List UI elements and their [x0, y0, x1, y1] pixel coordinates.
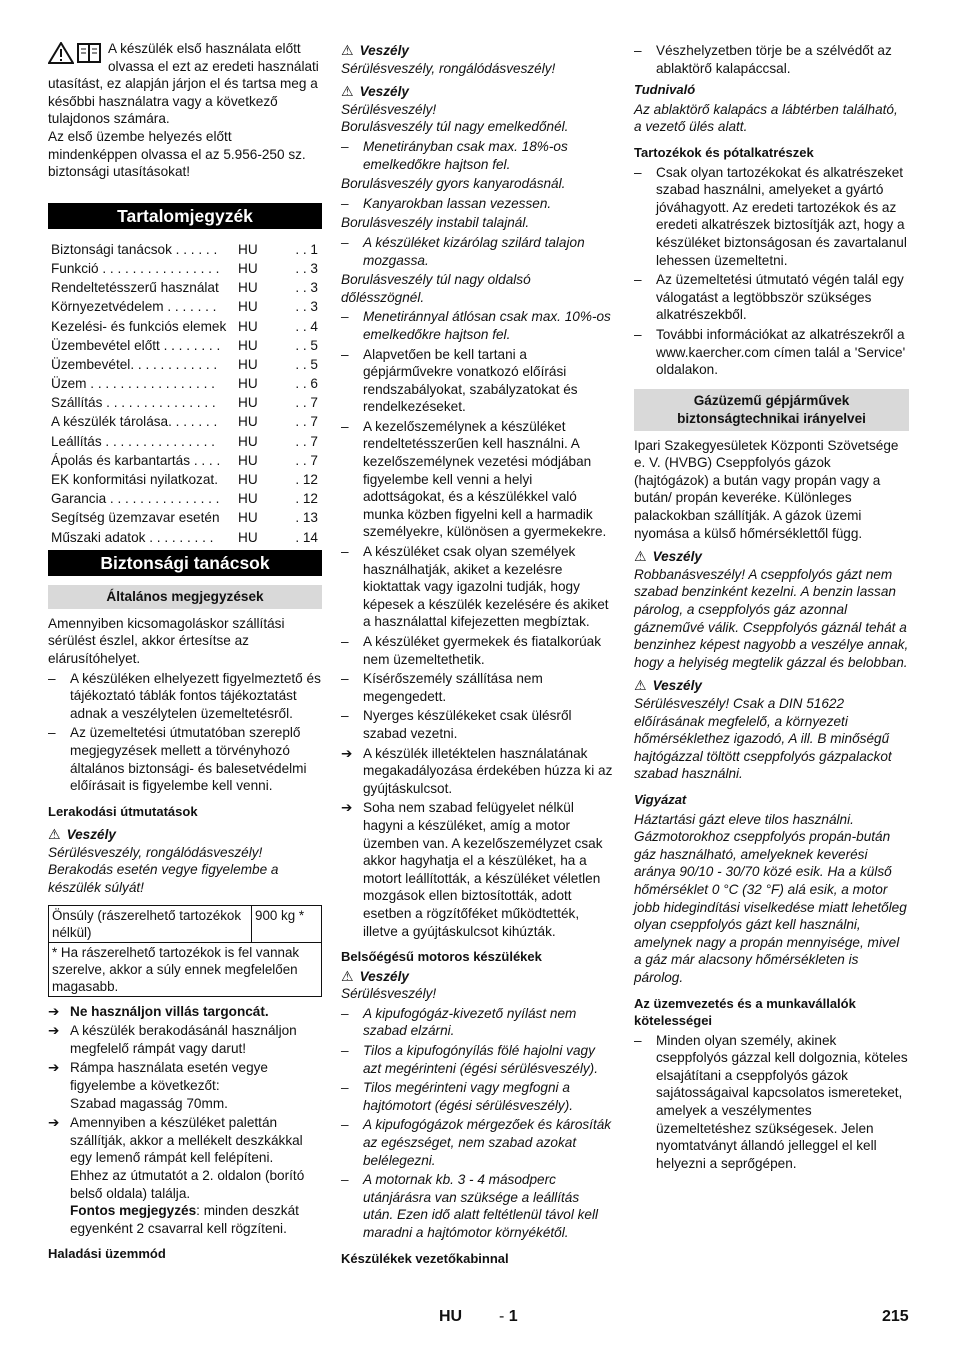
toc-row[interactable]: [48, 318, 322, 337]
general-notes-title: Általános megjegyzések: [48, 585, 322, 609]
toc-row[interactable]: [48, 356, 322, 375]
toc-row[interactable]: [48, 471, 322, 490]
toc-title: Garancia . . . . . . . . . . . . . . .: [51, 491, 220, 507]
toc-lang: HU: [238, 299, 258, 315]
toc-page: . . 3: [295, 299, 318, 315]
footer-language: HU: [439, 1308, 463, 1325]
warning-text: Sérülésveszély, rongálódásveszély!: [341, 60, 556, 76]
toc-title: Tartalomjegyzék: [48, 203, 322, 229]
toc-lang: HU: [238, 529, 258, 545]
toc-lang: HU: [238, 452, 258, 468]
unload-warning-2: Berakodás esetén vegye figyelembe a készülék súlyát!: [48, 862, 279, 896]
toc-lang: HU: [238, 472, 258, 487]
toc-row[interactable]: [48, 337, 322, 356]
toc-row[interactable]: [48, 260, 322, 279]
danger-label: ⚠ Veszély: [341, 83, 409, 100]
gas-guidelines-title: Gázüzemű gépjárművek biztonságtechnikai irányelvei: [634, 389, 909, 431]
danger-label: ⚠ Veszély: [341, 42, 409, 58]
column-right: [634, 40, 909, 1172]
toc-title: Funkció . . . . . . . . . . . . . . . .: [51, 260, 220, 276]
warning-triangle-icon: ⚠: [341, 42, 354, 58]
warning-triangle-icon: ⚠: [48, 826, 61, 843]
note-text: Az ablaktörő kalapács a lábtérben található, a vezető ülés alatt.: [634, 101, 898, 135]
toc-table: [48, 241, 322, 548]
toc-lang: HU: [238, 491, 258, 507]
gas-warning-2: Sérülésveszély! Csak a DIN 51622 előírásának megfelelő, a környezeti hőmérséklethez igazodó, A ill. B minőségű hajtógázzal töltött cseppfolyós gázpalackot szabad használni.: [634, 696, 892, 782]
list-item: – A készüléket kizárólag szilárd talajon mozgassa.: [341, 234, 585, 268]
arrow-item: ➔ Soha nem szabad felügyelet nélkül hagyni a készüléket, amíg a motor üzemben van. A kezelőszemélyzet csak akkor hagyhatja el a készüléket, ha a motort leállították, a készüléket véletlen mozgások ellen biztosították, adott esetben a rögzítőféket működtették, illetve a gyújtáskulcsot kihúzták.: [341, 800, 603, 939]
engine-title: Belsőégésű motoros készülékek: [341, 949, 542, 965]
toc-row[interactable]: [48, 529, 322, 548]
warning-and-manual-icons: [48, 42, 102, 64]
list-item: – Tilos megérinteni vagy megfogni a hajtómotort (égési sérülésveszély).: [341, 1080, 574, 1113]
footer-page: - 1: [499, 1308, 518, 1325]
safety-title: Biztonsági tanácsok: [48, 550, 322, 576]
toc-title: Biztonsági tanácsok . . . . . .: [51, 241, 218, 257]
toc-lang: HU: [238, 510, 258, 526]
arrow-right-icon: ➔: [341, 745, 353, 761]
column-middle: [341, 40, 613, 1269]
toc-title: Leállítás . . . . . . . . . . . . . . .: [51, 433, 215, 449]
toc-title: Ápolás és karbantartás . . . .: [51, 452, 221, 468]
warning-triangle-icon: [48, 42, 74, 64]
toc-row[interactable]: [48, 433, 322, 452]
danger-label: ⚠ Veszély: [48, 826, 116, 843]
list-item: – A készüléket csak olyan személyek használhatják, akiket a kezelésre kioktattak vagy igazolni tudják, hogy képesek a készülék kezelésére és akiket a használattal kifejezetten megbíztak.: [341, 544, 609, 630]
list-item: – A kipufogógázok mérgezőek és károsíták az egészséget, nem szabad azokat belélegezni.: [341, 1117, 612, 1168]
warning-triangle-icon: ⚠: [341, 83, 354, 100]
pallet-more-text: Ehhez az útmutatót a 2. oldalon (borító belső oldala) találja.: [70, 1168, 305, 1201]
arrow-item: ➔ A készülék berakodásánál használjon megfelelő rámpát vagy darut!: [48, 1023, 297, 1056]
toc-lang: HU: [238, 280, 258, 296]
list-item: – Az üzemeltetési útmutató végén talál egy válogatást a legtöbbször szükséges alkatrészekből.: [634, 272, 904, 323]
toc-page: . . 5: [295, 337, 318, 353]
toc-title: Szállítás . . . . . . . . . . . . . . .: [51, 395, 216, 411]
toc-title: A készülék tárolása. . . . . . .: [51, 414, 218, 430]
arrow-right-icon: ➔: [341, 800, 353, 816]
toc-row[interactable]: [48, 298, 322, 317]
toc-title: Segítség üzemzavar esetén: [51, 510, 220, 526]
cabin-title: Készülékek vezetőkabinnal: [341, 1250, 509, 1266]
list-item: – Tilos a kipufogónyílás fölé hajolni vagy azt megérinteni (égési sérülésveszély).: [341, 1043, 598, 1076]
toc-page: . . 7: [295, 395, 318, 411]
list-item: – Csak olyan tartozékokat és alkatrészeket szabad használni, amelyeket a gyártó jóváhagyott. Az eredeti tartozékok és az eredeti alkatrészek biztosítják azt, hogy a készüléket biztonságosan és zavartalanul lehessen üzemeltetni.: [634, 164, 907, 268]
arrow-right-icon: ➔: [48, 1060, 60, 1076]
danger-label: ⚠ Veszély: [341, 967, 409, 984]
toc-title: Üzem . . . . . . . . . . . . . . . . .: [51, 376, 215, 392]
toc-lang: HU: [238, 395, 258, 411]
list-item: – Kísérőszemély szállítása nem megengedett.: [341, 671, 543, 704]
warning-triangle-icon: ⚠: [634, 677, 647, 694]
toc-page: . 13: [295, 510, 318, 526]
toc-row[interactable]: [48, 241, 322, 260]
toc-page: . . 3: [295, 280, 318, 296]
warning-text: Borulásveszély túl nagy oldalsó dőlésszögnél.: [341, 272, 531, 305]
toc-row[interactable]: [48, 375, 322, 394]
toc-title: EK konformitási nyilatkozat.: [51, 472, 218, 487]
drive-mode-title: Haladási üzemmód: [48, 1246, 166, 1262]
intro-text: A készülék első használata előtt olvassa el ezt az eredeti használati utasítást, ez alapján járjon el és tartsa meg a későbbi használatra vagy a következő tulajdonos számára.: [48, 41, 319, 127]
list-item: – Nyerges készülékeket csak ülésről szabad vezetni.: [341, 708, 572, 741]
toc-lang: HU: [238, 241, 258, 257]
toc-page: . . 3: [295, 260, 318, 276]
toc-lang: HU: [238, 414, 258, 430]
column-left: [48, 40, 322, 1265]
toc-title: Műszaki adatok . . . . . . . . .: [51, 529, 214, 545]
weight-table: [48, 905, 322, 997]
toc-title: Rendeltetésszerű használat: [51, 280, 219, 296]
toc-lang: HU: [238, 260, 258, 276]
list-item: – A kipufogógáz-kivezető nyílást nem szabad elzárni.: [341, 1005, 577, 1039]
list-item: – Menetirányban csak max. 18%-os emelkedőkre hajtson fel.: [341, 138, 568, 172]
list-item: – Alapvetően be kell tartani a gépjárművekre vonatkozó előírási rendszabályokat, szabályzatokat és rendelkezéseket.: [341, 346, 578, 415]
warning-text: Borulásveszély túl nagy emelkedőnél.: [341, 119, 569, 135]
danger-label: ⚠ Veszély: [634, 548, 702, 565]
toc-page: . . 1: [295, 241, 318, 257]
toc-lang: HU: [238, 318, 258, 334]
toc-page: . . 7: [295, 414, 318, 430]
weight-label: Önsúly (rászerelhető tartozékok nélkül): [49, 905, 252, 942]
warning-triangle-icon: ⚠: [634, 548, 647, 565]
duties-title: Az üzemvezetés és a munkavállalók kötelességei: [634, 995, 856, 1029]
toc-page: . 12: [295, 472, 318, 487]
toc-page: . . 5: [295, 356, 318, 372]
toc-row[interactable]: [48, 279, 322, 298]
weight-note: * Ha rászerelhető tartozékok is fel vannak szerelve, akkor a súly ennek megfelelően magasabb.: [49, 942, 322, 996]
arrow-right-icon: ➔: [48, 1115, 60, 1131]
list-item: – Az üzemeltetési útmutatóban szereplő megjegyzések mellett a törvényhozó általános biztonsági- és balesetvédelmi előírásait is figyelembe kell venni.: [48, 725, 307, 794]
arrow-item: ➔ A készülék illetéktelen használatának megakadályozása érdekében húzza ki az gyújtáskulcsot.: [341, 745, 613, 796]
list-item: – A kezelőszemélynek a készüléket rendeltetésszerűen kell használni. A kezelőszemélynek vezetési módjában figyelembe kell venni a helyi adottságokat, és a készülékkel való munka közben figyelni kell a harmadik személyekre, különösen a gyermekekre.: [341, 418, 607, 540]
toc-title: Üzembevétel. . . . . . . . . . . .: [51, 356, 218, 372]
toc-page: . 12: [295, 491, 318, 507]
warning-text: Borulásveszély instabil talajnál.: [341, 215, 530, 231]
toc-title: Üzembevétel előtt . . . . . . . .: [51, 337, 221, 353]
list-item: – További információkat az alkatrészekről a www.kaercher.com címen talál a 'Service' oldalakon.: [634, 326, 906, 378]
caution-title: Vigyázat: [634, 791, 687, 807]
gas-warning-1: Robbanásveszély! A cseppfolyós gázt nem szabad benzinként kezelni. A benzin lassan párolog, a cseppfolyós gáz azonnal gázneművé válik. Cseppfolyós gáznál tehát a benzinhez képest nagyobb a veszélye annak, hogy a helyiség megtelik gázzal és belobban.: [634, 566, 909, 670]
toc-row[interactable]: [48, 490, 322, 509]
warning-text: Sérülésveszély!: [341, 101, 437, 117]
toc-page: . 14: [295, 529, 318, 545]
list-item: – Kanyarokban lassan vezessen.: [341, 195, 552, 211]
toc-row[interactable]: [48, 413, 322, 432]
clearance-text: Szabad magasság 70mm.: [70, 1095, 228, 1111]
toc-page: . . 7: [295, 452, 318, 468]
important-note: Fontos megjegyzés: minden deszkát egyenként 2 csavarral kell rögzíteni.: [70, 1203, 299, 1236]
warning-text: Sérülésveszély!: [341, 986, 437, 1002]
warning-text: Borulásveszély gyors kanyarodásnál.: [341, 176, 566, 192]
unload-title: Lerakodási útmutatások: [48, 803, 198, 819]
toc-lang: HU: [238, 356, 258, 372]
toc-page: . . 4: [295, 318, 318, 334]
list-item: – A motornak kb. 3 - 4 másodperc utánjárásra van szüksége a leállítás után. Ezen idő alatt feltétlenül távol kell maradni a hajtómotor környékétől.: [341, 1172, 599, 1240]
list-item: – A készüléket gyermekek és fiatalkorúak nem üzemeltethetik.: [341, 634, 602, 667]
arrow-item: ➔ Rámpa használata esetén vegye figyelembe a következőt:: [48, 1060, 268, 1094]
toc-title: Környezetvédelem . . . . . . .: [51, 299, 217, 315]
toc-row[interactable]: [48, 452, 322, 471]
arrow-item: ➔ Amennyiben a készüléket palettán szállítják, akkor a mellékelt deszkákkal egy lemenő rámpát kell felépíteni.: [48, 1115, 303, 1166]
gas-text: Ipari Szakegyesületek Központi Szövetsége e. V. (HVBG) Cseppfolyós gázok (hajtógázok) a bután vagy propán vagy a bután/ propán keveréke. Különleges palackokban szállítják. A gázok üzemi nyomása a külső hőmérséklettől függ.: [634, 437, 899, 541]
caution-text: Háztartási gázt eleve tilos használni. Gázmotorokhoz cseppfolyós propán-bután gáz használható, amelyeknek keverési aránya 90/10 - 30/70 közé esik. Ha a külső hőmérséklet 0 °C (32 °F) alá esik, a motor jobb hidegindítási viselkedése miatt lehetőleg olyan cseppfolyós gázt kell használni, amelynek nagy a propán mennyisége, mivel a gáz már alacsony hőmérsékleten is párolog.: [634, 811, 907, 985]
manual-book-icon: [76, 42, 102, 64]
arrow-right-icon: ➔: [48, 1003, 60, 1019]
list-item: – A készüléken elhelyezett figyelmeztető és tájékoztató táblák fontos tájékoztatást adnak a veszélytelen üzemeltetésről.: [48, 670, 321, 721]
list-item: – Minden olyan személy, akinek cseppfolyós gázzal kell dolgoznia, köteles elsajátítani a cseppfolyós gázok sajátosságaival kapcsolatos ismereteket, amelyek a veszélymentes üzemeltetéshez szükségesek. Jelen nyomtatványt állandó jelleggel el kell helyezni a seprőgépen.: [634, 1032, 908, 1171]
warning-triangle-icon: ⚠: [341, 967, 354, 984]
arrow-right-icon: ➔: [48, 1023, 60, 1039]
toc-title: Kezelési- és funkciós elemek: [51, 318, 227, 334]
weight-value: 900 kg *: [252, 905, 322, 942]
accessories-title: Tartozékok és pótalkatrészek: [634, 144, 814, 160]
general-notes-text: Amennyiben kicsomagoláskor szállítási sérülést észlel, akkor értesítse az elárusítóhelyet.: [48, 615, 285, 666]
toc-page: . . 6: [295, 376, 318, 392]
list-item: – Menetiránnyal átlósan csak max. 10%-os emelkedőkre hajtson fel.: [341, 309, 611, 342]
unload-warning-1: Sérülésveszély, rongálódásveszély!: [48, 844, 263, 860]
toc-row[interactable]: [48, 394, 322, 413]
arrow-item: ➔ Ne használjon villás targoncát.: [48, 1003, 269, 1019]
intro-safety-text: Az első üzembe helyezés előtt mindenképpen olvassa el az 5.956-250 sz. biztonsági utasításokat!: [48, 128, 306, 180]
toc-lang: HU: [238, 433, 258, 449]
danger-label: ⚠ Veszély: [634, 677, 702, 694]
footer-page-total: 215: [882, 1308, 909, 1325]
toc-lang: HU: [238, 376, 258, 392]
note-title: Tudnivaló: [634, 82, 696, 98]
toc-lang: HU: [238, 337, 258, 353]
toc-page: . . 7: [295, 433, 318, 449]
list-item: – Vészhelyzetben törje be a szélvédőt az ablaktörő kalapáccsal.: [634, 43, 892, 76]
toc-row[interactable]: [48, 509, 322, 528]
